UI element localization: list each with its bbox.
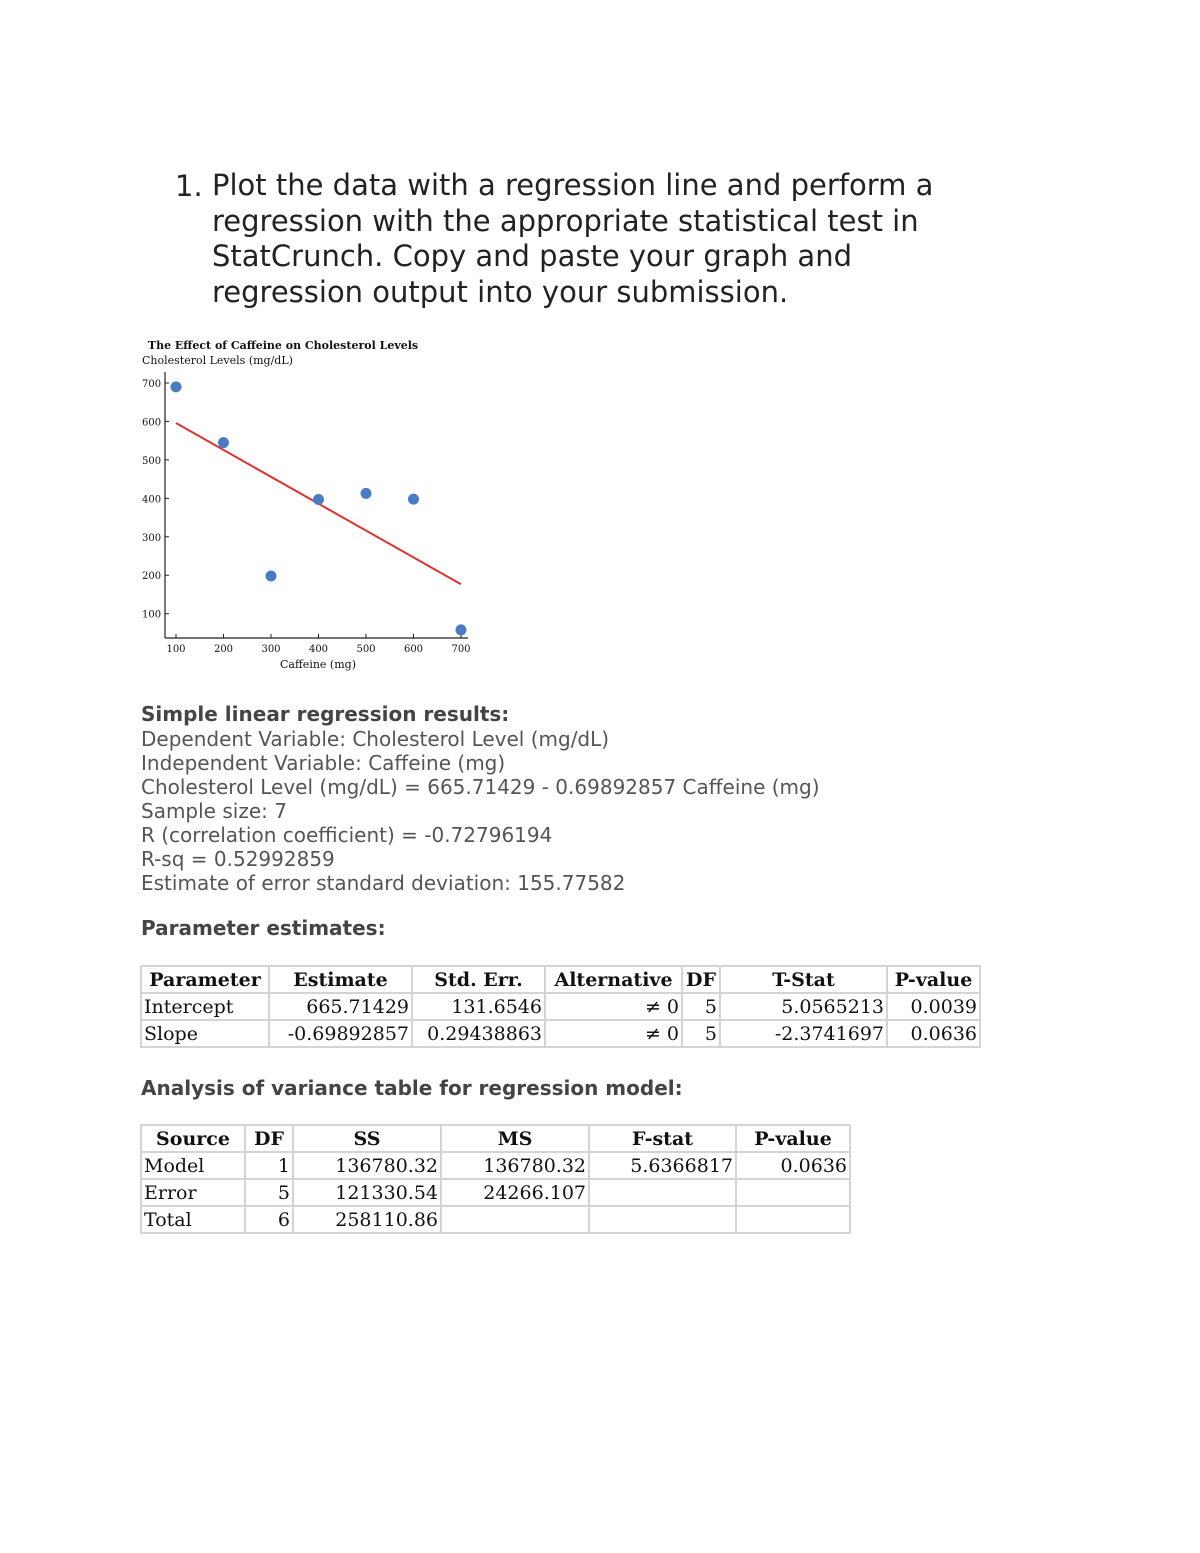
cell: 5 bbox=[245, 1179, 293, 1206]
cell: 1 bbox=[245, 1152, 293, 1179]
cell: 121330.54 bbox=[293, 1179, 441, 1206]
header-t-stat: T-Stat bbox=[720, 966, 887, 993]
cell bbox=[589, 1179, 736, 1206]
cell: 0.0039 bbox=[887, 993, 980, 1020]
x-tick-label: 700 bbox=[451, 644, 471, 655]
cell: ≠ 0 bbox=[545, 993, 682, 1020]
header-source: Source bbox=[141, 1125, 245, 1152]
results-heading: Simple linear regression results: bbox=[141, 702, 510, 726]
cell bbox=[736, 1206, 850, 1233]
data-point bbox=[266, 571, 277, 582]
header-df: DF bbox=[245, 1125, 293, 1152]
table-row bbox=[141, 993, 980, 1020]
question-number: 1. bbox=[175, 169, 203, 203]
plot-area bbox=[142, 372, 471, 655]
data-point bbox=[313, 494, 324, 505]
cell: 24266.107 bbox=[441, 1179, 589, 1206]
y-tick-label: 700 bbox=[142, 379, 162, 390]
y-tick-label: 400 bbox=[142, 494, 162, 506]
header-df: DF bbox=[682, 966, 720, 993]
cell: Model bbox=[141, 1152, 245, 1179]
cell: -0.69892857 bbox=[269, 1020, 412, 1047]
header-ms: MS bbox=[441, 1125, 589, 1152]
cell: 136780.32 bbox=[441, 1152, 589, 1179]
anova-heading: Analysis of variance table for regression model: bbox=[141, 1076, 683, 1100]
header-p-value: P-value bbox=[887, 966, 980, 993]
scatter-chart bbox=[138, 334, 483, 679]
cell: 0.0636 bbox=[887, 1020, 980, 1047]
x-tick-label: 300 bbox=[261, 644, 281, 655]
data-point bbox=[171, 381, 182, 392]
result-line-correlation: R (correlation coefficient) = -0.72796194 bbox=[141, 823, 553, 847]
x-tick-label: 400 bbox=[308, 644, 329, 655]
y-tick-label: 500 bbox=[142, 455, 162, 467]
y-tick-label: 200 bbox=[142, 571, 162, 583]
table-row bbox=[141, 1179, 850, 1206]
cell bbox=[589, 1206, 736, 1233]
x-tick-label: 100 bbox=[166, 644, 186, 655]
chart-title: The Effect of Caffeine on Cholesterol Levels bbox=[147, 339, 419, 352]
result-line-dependent: Dependent Variable: Cholesterol Level (mg/dL) bbox=[141, 727, 610, 751]
cell: 6 bbox=[245, 1206, 293, 1233]
header-alternative: Alternative bbox=[545, 966, 682, 993]
result-line-sample-size: Sample size: 7 bbox=[141, 799, 287, 823]
cell: Intercept bbox=[141, 993, 269, 1020]
question-text: Plot the data with a regression line and perform a regression with the appropriate statistical test in StatCrunch. Copy and paste your graph and regression output into your submission. bbox=[212, 168, 934, 309]
header-ss: SS bbox=[293, 1125, 441, 1152]
cell: 5 bbox=[682, 993, 720, 1020]
y-axis-label: Cholesterol Levels (mg/dL) bbox=[142, 354, 293, 367]
table-header-row bbox=[141, 966, 980, 993]
result-line-equation: Cholesterol Level (mg/dL) = 665.71429 - 0.69892857 Caffeine (mg) bbox=[141, 775, 820, 799]
parameter-heading: Parameter estimates: bbox=[141, 916, 386, 940]
result-line-error-sd: Estimate of error standard deviation: 155.77582 bbox=[141, 871, 626, 895]
x-tick-label: 500 bbox=[356, 644, 376, 655]
table-header-row bbox=[141, 1125, 850, 1152]
y-tick-label: 300 bbox=[142, 532, 162, 544]
header-parameter: Parameter bbox=[141, 966, 269, 993]
cell: Total bbox=[141, 1206, 245, 1233]
x-tick-label: 200 bbox=[213, 644, 234, 655]
result-line-rsq: R-sq = 0.52992859 bbox=[141, 847, 335, 871]
cell bbox=[441, 1206, 589, 1233]
data-point bbox=[218, 437, 229, 448]
cell: Slope bbox=[141, 1020, 269, 1047]
result-line-independent: Independent Variable: Caffeine (mg) bbox=[141, 751, 506, 775]
data-point bbox=[408, 494, 419, 505]
cell: 5.0565213 bbox=[720, 993, 887, 1020]
cell: 665.71429 bbox=[269, 993, 412, 1020]
table-row bbox=[141, 1152, 850, 1179]
header-estimate: Estimate bbox=[269, 966, 412, 993]
cell bbox=[736, 1179, 850, 1206]
cell: 0.29438863 bbox=[412, 1020, 545, 1047]
regression-results bbox=[141, 701, 1041, 895]
cell: 258110.86 bbox=[293, 1206, 441, 1233]
cell: 5 bbox=[682, 1020, 720, 1047]
y-tick-label: 600 bbox=[142, 417, 162, 429]
table-row bbox=[141, 1206, 850, 1233]
cell: Error bbox=[141, 1179, 245, 1206]
cell: 136780.32 bbox=[293, 1152, 441, 1179]
anova-table bbox=[140, 1124, 851, 1234]
header-p-value: P-value bbox=[736, 1125, 850, 1152]
y-tick-label: 100 bbox=[142, 609, 162, 621]
cell: 0.0636 bbox=[736, 1152, 850, 1179]
data-point bbox=[361, 488, 372, 499]
table-row bbox=[141, 1020, 980, 1047]
data-point bbox=[456, 624, 467, 635]
cell: 131.6546 bbox=[412, 993, 545, 1020]
header-std-err: Std. Err. bbox=[412, 966, 545, 993]
cell: ≠ 0 bbox=[545, 1020, 682, 1047]
header-f-stat: F-stat bbox=[589, 1125, 736, 1152]
cell: 5.6366817 bbox=[589, 1152, 736, 1179]
parameter-table bbox=[140, 965, 981, 1048]
x-axis-label: Caffeine (mg) bbox=[280, 658, 356, 671]
x-tick-label: 600 bbox=[403, 644, 424, 655]
cell: -2.3741697 bbox=[720, 1020, 887, 1047]
